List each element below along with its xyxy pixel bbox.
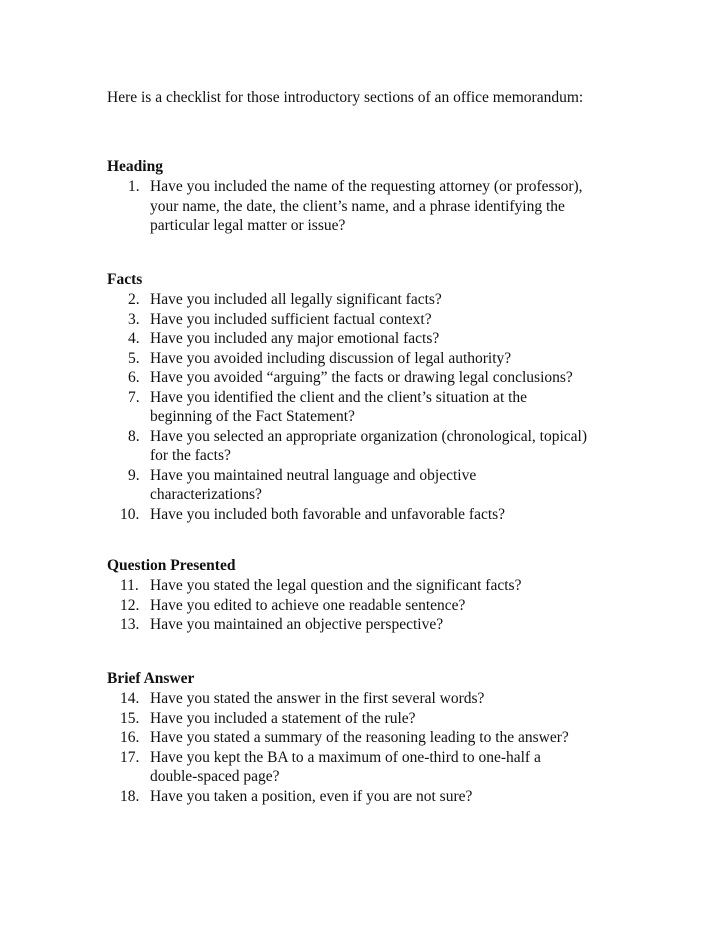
item-text-line: Have you avoided “arguing” the facts or drawing legal conclusions? [150,369,573,386]
item-number: 2. [128,291,140,308]
item-text-line: beginning of the Fact Statement? [150,408,355,425]
item-text-line: Have you selected an appropriate organization (chronological, topical) [150,427,587,445]
item-number: 11. [120,577,139,594]
checklist-item [107,349,667,369]
item-number: 17. [120,748,140,766]
item-text-line: Have you stated the answer in the first several words? [150,690,485,707]
section-heading [107,157,667,236]
item-text-line: Have you stated the legal question and the significant facts? [150,577,522,594]
item-text-line: Have you avoided including discussion of legal authority? [150,349,512,367]
checklist-item [107,329,667,349]
item-text-line: Have you taken a position, even if you are not sure? [150,787,473,805]
checklist-item [107,505,667,525]
item-text-line: Have you edited to achieve one readable sentence? [150,596,466,614]
checklist-item [107,427,667,466]
item-text-line: Have you maintained an objective perspective? [150,616,444,633]
item-text-line: Have you kept the BA to a maximum of one-third to one-half a [150,748,541,766]
item-text-line: Have you included the name of the requesting attorney (or professor), [150,178,583,195]
section-question-presented [107,556,667,635]
checklist-item [107,596,667,616]
item-number: 10. [120,505,140,523]
checklist-item [107,368,667,388]
checklist-item [107,615,667,635]
item-number: 13. [120,616,140,633]
checklist-item [107,466,667,505]
section-brief-answer [107,669,667,806]
checklist-item [107,290,667,310]
checklist-item [107,310,667,330]
checklist-item [107,709,667,729]
item-number: 16. [120,729,140,746]
section-title: Facts [107,271,143,288]
item-text-line: for the facts? [150,447,231,464]
item-number: 3. [128,310,140,328]
item-text-line: Have you included a statement of the rule? [150,709,416,727]
item-text-line: Have you included both favorable and unfavorable facts? [150,505,506,523]
checklist-item [107,748,667,787]
item-number: 14. [120,690,140,707]
item-number: 6. [128,369,140,386]
item-number: 4. [128,330,140,347]
item-number: 9. [128,466,140,484]
item-text-line: Have you included all legally significant facts? [150,291,442,308]
item-text-line: Have you included sufficient factual context? [150,310,432,328]
item-number: 7. [128,388,140,406]
section-title: Brief Answer [107,670,195,687]
item-text-line: particular legal matter or issue? [150,217,346,234]
item-text-line: characterizations? [150,486,262,503]
item-number: 12. [120,596,140,614]
item-text-line: your name, the date, the client’s name, and a phrase identifying the [150,197,565,215]
section-title: Heading [107,158,163,175]
checklist-item [107,576,667,596]
item-text-line: Have you included any major emotional facts? [150,330,440,347]
item-text-line: double-spaced page? [150,768,280,785]
item-number: 15. [120,709,140,727]
section-facts [107,270,667,524]
item-number: 5. [128,349,140,367]
checklist-item [107,388,667,427]
item-text-line: Have you identified the client and the client’s situation at the [150,388,528,406]
intro-text: Here is a checklist for those introductory sections of an office memorandum: [107,89,584,106]
item-number: 18. [120,787,140,805]
checklist-item [107,689,667,709]
item-number: 1. [128,178,140,195]
checklist-item [107,787,667,807]
section-title: Question Presented [107,557,236,574]
item-number: 8. [128,427,140,445]
item-text-line: Have you stated a summary of the reasoning leading to the answer? [150,729,569,746]
checklist-item [107,177,667,236]
item-text-line: Have you maintained neutral language and objective [150,466,477,484]
checklist-item [107,728,667,748]
